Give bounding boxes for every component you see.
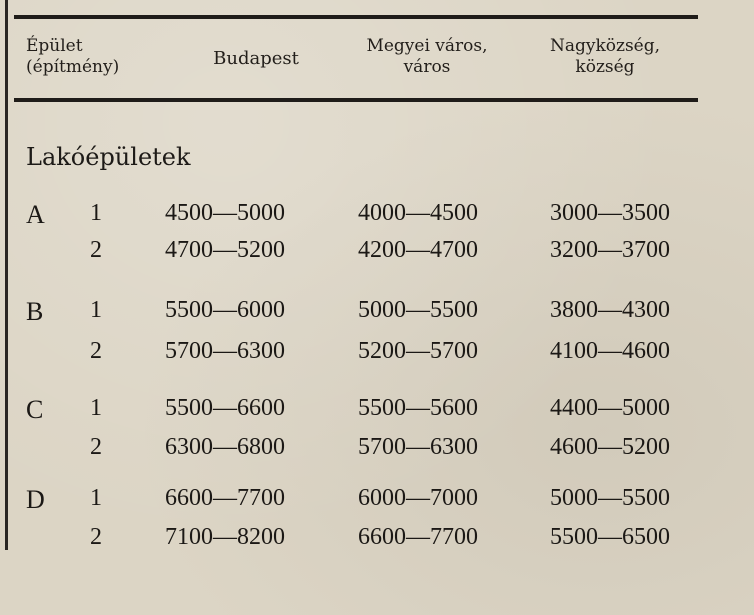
header-nagykozseg-line2: község <box>575 57 635 77</box>
row-index: 1 <box>90 395 102 421</box>
header-nagykozseg <box>530 36 680 78</box>
header-budapest: Budapest <box>213 48 299 69</box>
cell-nagykozseg: 3200—3700 <box>550 237 670 263</box>
cell-nagykozseg: 5500—6500 <box>550 524 670 550</box>
row-index: 1 <box>90 297 102 323</box>
table-header-rule <box>14 98 698 102</box>
cell-nagykozseg: 4600—5200 <box>550 434 670 460</box>
table-row <box>0 338 754 372</box>
row-index: 2 <box>90 338 102 364</box>
table-row <box>0 237 754 271</box>
cell-budapest: 6300—6800 <box>165 434 285 460</box>
cell-budapest: 4700—5200 <box>165 237 285 263</box>
cell-budapest: 5500—6600 <box>165 395 285 421</box>
row-group: B <box>26 297 44 326</box>
table-row <box>0 395 754 429</box>
header-epulet <box>26 36 166 78</box>
cell-budapest: 7100—8200 <box>165 524 285 550</box>
header-megyei-line2: város <box>403 57 451 77</box>
header-megyei-varos <box>342 36 512 78</box>
cell-nagykozseg: 4400—5000 <box>550 395 670 421</box>
row-index: 1 <box>90 485 102 511</box>
row-group: C <box>26 395 44 424</box>
cell-megyei-varos: 4200—4700 <box>358 237 478 263</box>
cell-budapest: 5700—6300 <box>165 338 285 364</box>
cell-nagykozseg: 4100—4600 <box>550 338 670 364</box>
header-megyei-line1: Megyei város, <box>366 36 488 56</box>
cell-nagykozseg: 3000—3500 <box>550 200 670 226</box>
header-epulet-line2: (építmény) <box>26 57 120 77</box>
table-row <box>0 297 754 331</box>
table-top-rule <box>14 15 698 19</box>
row-index: 2 <box>90 434 102 460</box>
row-index: 2 <box>90 237 102 263</box>
cell-megyei-varos: 5000—5500 <box>358 297 478 323</box>
cell-megyei-varos: 6600—7700 <box>358 524 478 550</box>
header-epulet-line1: Épület <box>26 36 83 56</box>
cell-budapest: 5500—6000 <box>165 297 285 323</box>
cell-budapest: 6600—7700 <box>165 485 285 511</box>
cell-megyei-varos: 6000—7000 <box>358 485 478 511</box>
table-row <box>0 524 754 558</box>
cell-megyei-varos: 5700—6300 <box>358 434 478 460</box>
row-group: D <box>26 485 45 514</box>
row-group: A <box>26 200 45 229</box>
table-row <box>0 485 754 519</box>
table-row <box>0 200 754 234</box>
table-row <box>0 434 754 468</box>
cell-megyei-varos: 5500—5600 <box>358 395 478 421</box>
cell-megyei-varos: 5200—5700 <box>358 338 478 364</box>
cell-nagykozseg: 5000—5500 <box>550 485 670 511</box>
header-nagykozseg-line1: Nagyközség, <box>549 36 661 56</box>
row-index: 1 <box>90 200 102 226</box>
cell-megyei-varos: 4000—4500 <box>358 200 478 226</box>
row-index: 2 <box>90 524 102 550</box>
section-title: Lakóépületek <box>26 143 191 171</box>
cell-nagykozseg: 3800—4300 <box>550 297 670 323</box>
cell-budapest: 4500—5000 <box>165 200 285 226</box>
